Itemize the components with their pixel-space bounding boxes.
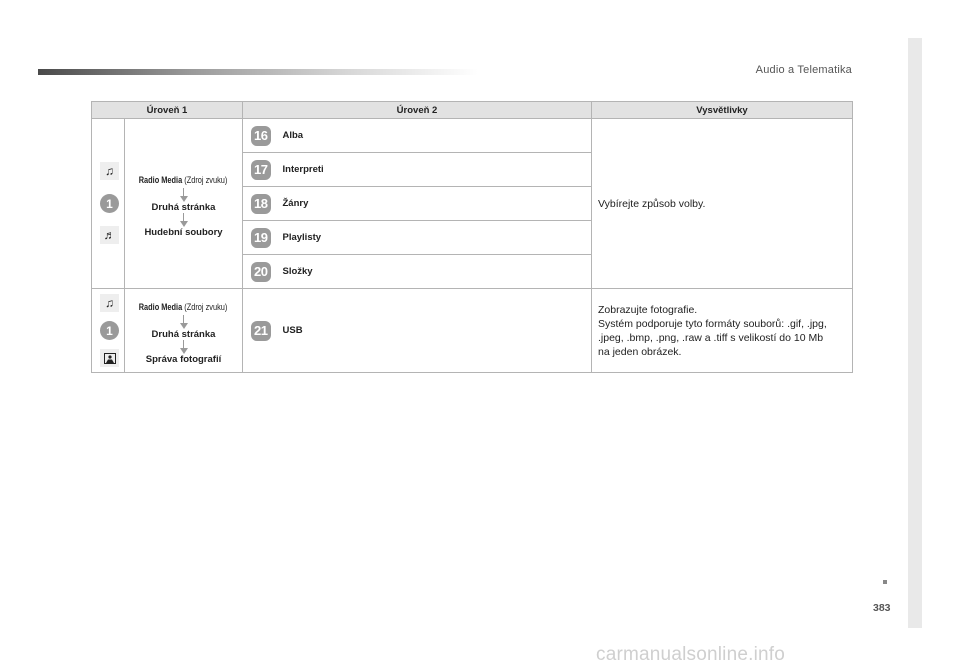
photo-icon bbox=[100, 349, 119, 367]
row-number-cell bbox=[243, 289, 279, 373]
row-number-badge: 20 bbox=[251, 262, 271, 282]
group2-path bbox=[125, 289, 243, 373]
page-label: Druhá stránka bbox=[151, 201, 216, 213]
header-gradient-bar bbox=[38, 69, 478, 75]
row-number-badge: 18 bbox=[251, 194, 271, 214]
group2-icons bbox=[92, 289, 125, 373]
page-label: Druhá stránka bbox=[151, 328, 216, 340]
music-note-icon: ♫ bbox=[100, 162, 119, 180]
row-label: USB bbox=[279, 289, 592, 373]
row-number-cell bbox=[243, 153, 279, 187]
col-header-explanation: Vysvětlivky bbox=[592, 102, 853, 119]
photo-icon-glyph bbox=[104, 353, 116, 364]
group2-explanation bbox=[592, 289, 853, 373]
step-badge: 1 bbox=[100, 194, 119, 213]
col-header-level1: Úroveň 1 bbox=[92, 102, 243, 119]
row-number-cell bbox=[243, 119, 279, 153]
watermark-text: carmanualsonline.info bbox=[596, 644, 786, 665]
group1-path bbox=[125, 119, 243, 289]
menu-label: Hudební soubory bbox=[144, 226, 223, 238]
table-row bbox=[92, 119, 853, 153]
table-row bbox=[92, 289, 853, 373]
page-marker bbox=[883, 580, 887, 584]
explanation-line: Zobrazujte fotografie. bbox=[598, 303, 698, 316]
arrow-down-icon bbox=[180, 188, 188, 202]
menu-label: Správa fotografií bbox=[145, 353, 222, 365]
explanation-line: Systém podporuje tyto formáty souborů: .gif, .jpg, bbox=[598, 317, 827, 330]
row-label: Žánry bbox=[279, 187, 592, 221]
menu-table bbox=[91, 101, 853, 373]
source-label: Radio Media (Zdroj zvuku) bbox=[139, 301, 228, 312]
row-number-badge: 21 bbox=[251, 321, 271, 341]
arrow-down-icon bbox=[180, 315, 188, 329]
row-label: Interpreti bbox=[279, 153, 592, 187]
arrow-down-icon bbox=[180, 213, 188, 227]
source-label: Radio Media (Zdroj zvuku) bbox=[139, 174, 228, 185]
row-number-cell bbox=[243, 187, 279, 221]
group1-icons bbox=[92, 119, 125, 289]
page-number: 383 bbox=[873, 602, 891, 614]
row-number-cell bbox=[243, 221, 279, 255]
music-note-icon: ♫ bbox=[100, 294, 119, 312]
row-number-cell bbox=[243, 255, 279, 289]
arrow-down-icon bbox=[180, 340, 188, 354]
row-label: Playlisty bbox=[279, 221, 592, 255]
page-edge-strip bbox=[908, 38, 922, 628]
col-header-level2: Úroveň 2 bbox=[243, 102, 592, 119]
music-notes-icon: ♬ bbox=[100, 226, 119, 244]
table-header-row bbox=[92, 102, 853, 119]
row-label: Složky bbox=[279, 255, 592, 289]
row-number-badge: 17 bbox=[251, 160, 271, 180]
group1-explanation: Vybírejte způsob volby. bbox=[592, 119, 853, 289]
row-number-badge: 16 bbox=[251, 126, 271, 146]
row-label: Alba bbox=[279, 119, 592, 153]
step-badge: 1 bbox=[100, 321, 119, 340]
section-title: Audio a Telematika bbox=[755, 64, 852, 76]
explanation-line: na jeden obrázek. bbox=[598, 345, 682, 358]
explanation-line: .jpeg, .bmp, .png, .raw a .tiff s velikostí do 10 Mb bbox=[598, 331, 824, 344]
row-number-badge: 19 bbox=[251, 228, 271, 248]
